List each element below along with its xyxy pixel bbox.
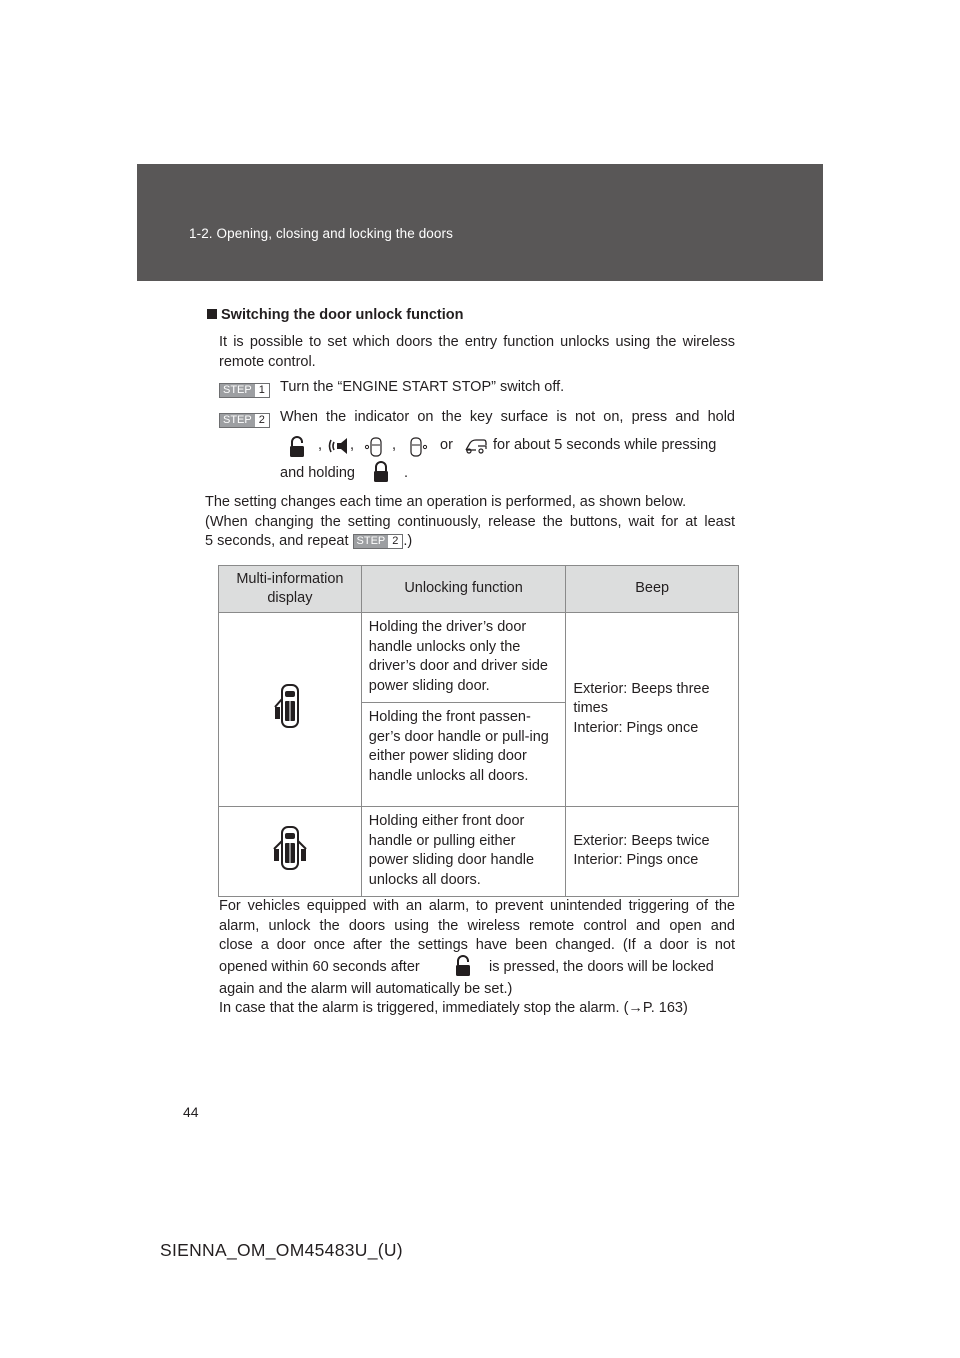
car-all-doors-open-icon: [270, 825, 310, 878]
table-header-row: [219, 566, 739, 613]
step-2-line-1: When the indicator on the key surface is not on, press and hold: [280, 409, 735, 425]
unlock-function-table: [218, 565, 739, 897]
alarm-note-line-6: In case that the alarm is triggered, immediately stop the alarm. (→P. 163): [219, 1000, 688, 1016]
table-row: [219, 613, 739, 703]
step-2-ref-badge: STEP 2: [353, 534, 404, 549]
display-cell-driver: [219, 613, 362, 807]
left-sliding-door-icon: [364, 437, 382, 464]
table-header-beep: Beep: [566, 566, 739, 613]
car-driver-door-open-icon: [273, 683, 307, 736]
panic-sound-icon: [328, 436, 350, 463]
square-bullet-icon: [207, 309, 217, 319]
alarm-note-line-5: again and the alarm will automatically be set.): [219, 981, 513, 997]
intro-paragraph: It is possible to set which doors the entry function unlocks using the wireless remote control.: [219, 334, 735, 370]
back-door-icon: [464, 438, 488, 461]
step-2-line-2: , , , or for about 5 seconds while pressing: [280, 436, 735, 460]
function-cell-passenger: Holding the front passen-ger’s door handle or pull-ing either power sliding door handle unlocks all doors.: [361, 703, 566, 807]
document-code: SIENNA_OM_OM45483U_(U): [160, 1240, 403, 1260]
setting-note-line-1: The setting changes each time an operation is performed, as shown below.: [205, 494, 687, 510]
setting-note-line-3: 5 seconds, and repeat STEP 2 .): [205, 533, 413, 549]
display-cell-all: [219, 807, 362, 897]
chapter-header-title: 1-2. Opening, closing and locking the doors: [189, 226, 453, 241]
alarm-note-line-1: For vehicles equipped with an alarm, to prevent unintended triggering of the: [219, 898, 735, 914]
alarm-note-line-3: close a door once after the settings have been changed. (If a door is not: [219, 937, 735, 953]
section-title: Switching the door unlock function: [207, 307, 463, 323]
step-2-badge: STEP 2: [219, 410, 270, 428]
table-header-display: Multi-information display: [219, 566, 362, 613]
step-1-badge: STEP 1: [219, 380, 270, 398]
beep-cell-1: Exterior: Beeps three times Interior: Pings once: [566, 613, 739, 807]
alarm-note-line-4: opened within 60 seconds after is pressed, the doors will be locked: [219, 958, 735, 982]
function-cell-driver: Holding the driver’s door handle unlocks only the driver’s door and driver side power sliding door.: [361, 613, 566, 703]
beep-cell-2: Exterior: Beeps twice Interior: Pings once: [566, 807, 739, 897]
function-cell-all: Holding either front door handle or pulling either power sliding door handle unlocks all doors.: [361, 807, 566, 897]
lock-button-icon: [288, 436, 306, 465]
right-sliding-door-icon: [410, 437, 428, 464]
step-2-line-3: and holding .: [280, 464, 580, 488]
table-header-function: Unlocking function: [361, 566, 566, 613]
unlock-button-icon: [372, 461, 390, 490]
step-1-text: Turn the “ENGINE START STOP” switch off.: [280, 379, 565, 395]
setting-note-line-2: (When changing the setting continuously, release the buttons, wait for at least: [205, 514, 735, 530]
table-row: [219, 807, 739, 897]
alarm-note-line-2: alarm, unlock the doors using the wireless remote control and open and: [219, 918, 735, 934]
page-number: 44: [183, 1104, 199, 1120]
chapter-header-band: [137, 164, 823, 281]
